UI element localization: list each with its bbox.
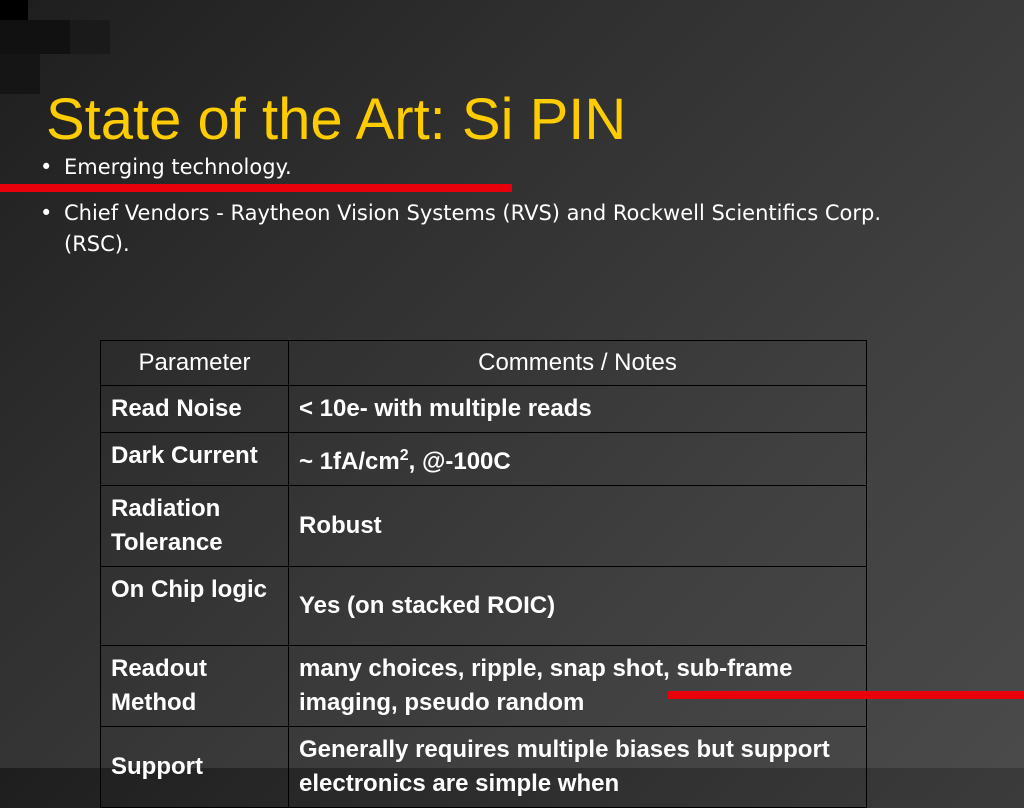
bullet-item xyxy=(40,198,900,260)
comment-cell: Robust xyxy=(289,486,867,567)
parameter-cell: Support xyxy=(101,727,289,808)
corner-square-decoration xyxy=(0,54,40,94)
bullet-text: Chief Vendors - Raytheon Vision Systems (RVS) and Rockwell Scientifics Corp. (RSC). xyxy=(64,201,882,256)
slide-title: State of the Art: Si PIN xyxy=(46,87,627,152)
table-row xyxy=(101,433,867,486)
table-header-row xyxy=(101,341,867,386)
column-header-comments: Comments / Notes xyxy=(289,341,867,386)
parameter-cell: Radiation Tolerance xyxy=(101,486,289,567)
comment-text: , @-100C xyxy=(408,448,511,475)
comment-text: ~ 1fA/cm xyxy=(299,448,400,475)
table-row xyxy=(101,386,867,433)
comment-cell: Generally requires multiple biases but support electronics are simple when xyxy=(289,727,867,808)
column-header-parameter: Parameter xyxy=(101,341,289,386)
bullet-list xyxy=(40,152,900,275)
bottom-accent-rule xyxy=(668,691,1024,699)
comment-cell: many choices, ripple, snap shot, sub-frame imaging, pseudo random xyxy=(289,646,867,727)
comment-cell xyxy=(289,433,867,486)
table-row xyxy=(101,646,867,727)
bullet-dot-icon: • xyxy=(40,201,53,225)
corner-square-decoration xyxy=(0,0,28,20)
table-row xyxy=(101,727,867,808)
corner-square-decoration xyxy=(0,20,70,54)
bullet-dot-icon: • xyxy=(40,155,53,179)
parameter-table xyxy=(100,340,867,808)
parameter-cell: Read Noise xyxy=(101,386,289,433)
table-row xyxy=(101,486,867,567)
superscript: 2 xyxy=(399,447,409,464)
table-row xyxy=(101,567,867,646)
corner-square-decoration xyxy=(70,20,110,54)
comment-cell: < 10e- with multiple reads xyxy=(289,386,867,433)
parameter-cell: Readout Method xyxy=(101,646,289,727)
comment-cell: Yes (on stacked ROIC) xyxy=(289,567,867,646)
parameter-cell: On Chip logic xyxy=(101,567,289,646)
bullet-text: Emerging technology. xyxy=(64,155,292,179)
bullet-item xyxy=(40,152,900,183)
parameter-cell: Dark Current xyxy=(101,433,289,486)
